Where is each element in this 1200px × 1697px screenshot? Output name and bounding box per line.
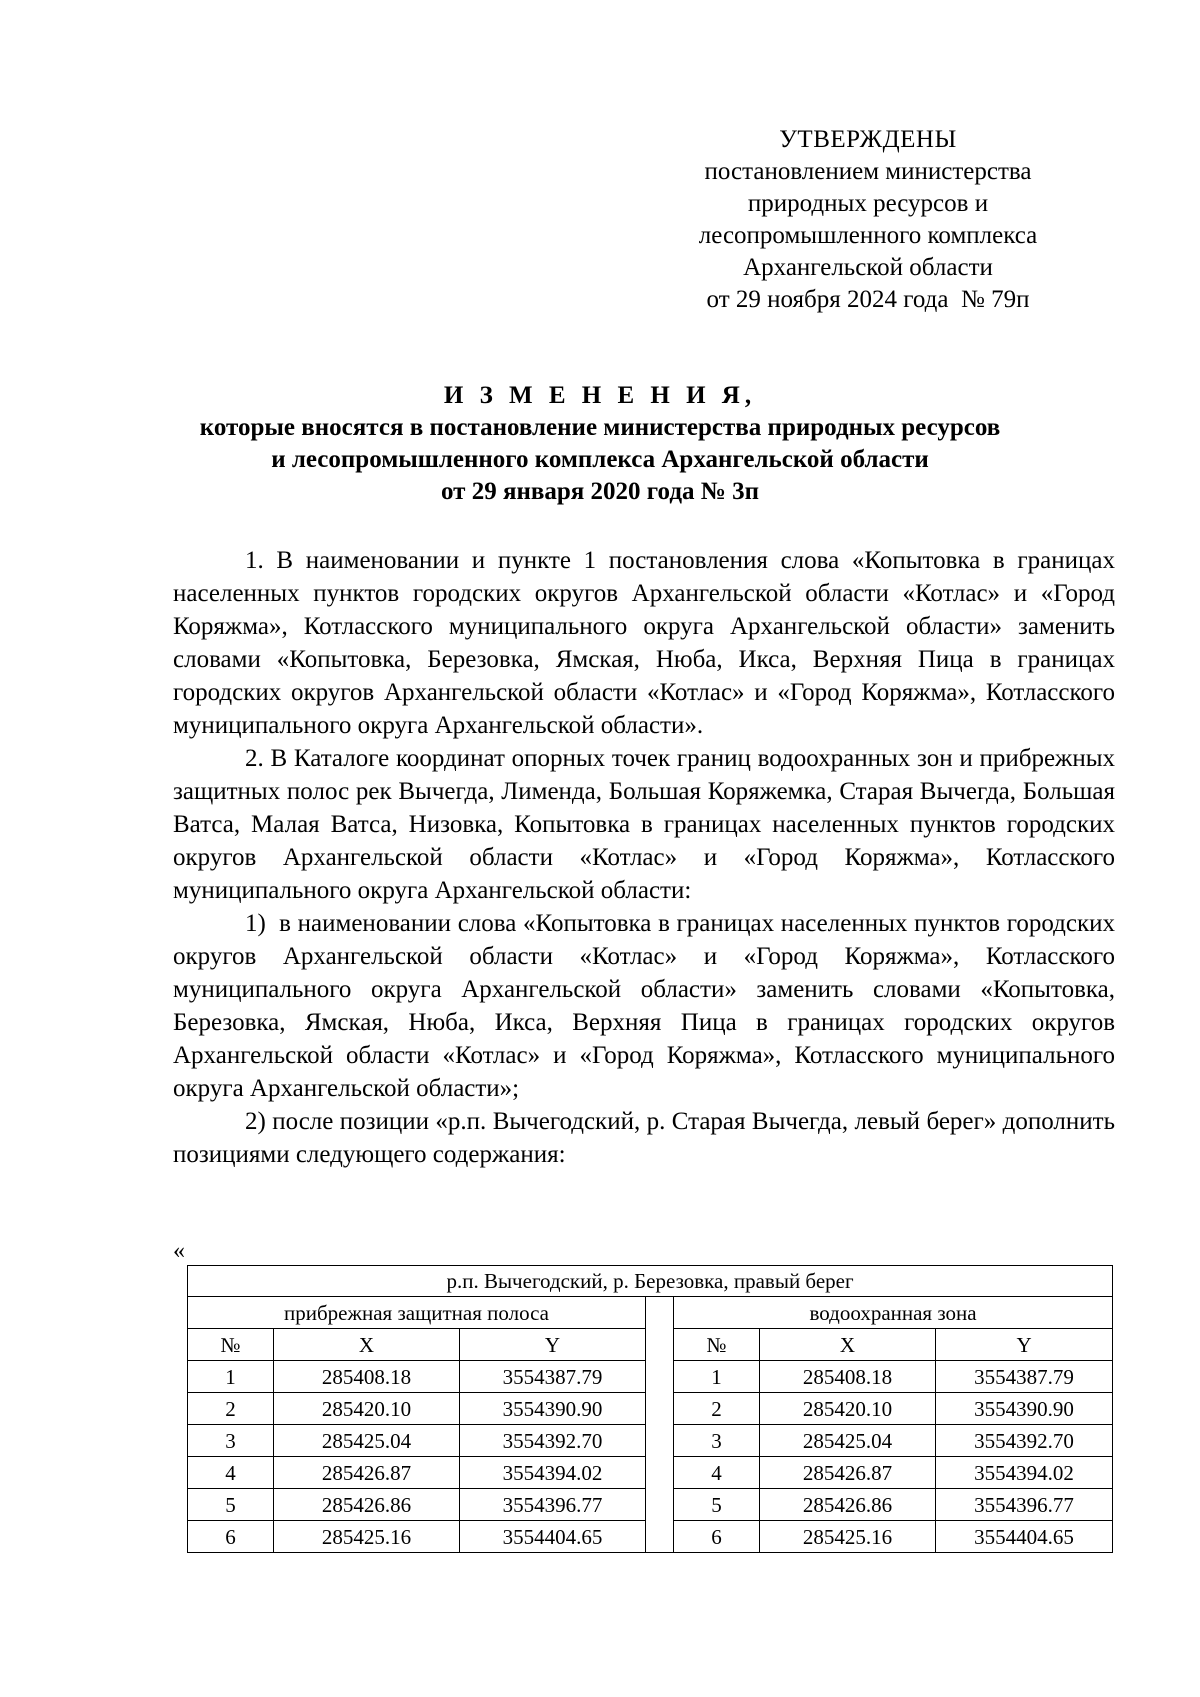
cell-x: 285420.10 <box>274 1393 460 1425</box>
cell-x: 285426.87 <box>274 1457 460 1489</box>
cell-x: 285425.04 <box>760 1425 936 1457</box>
document-body <box>173 544 1122 1171</box>
cell-number: 2 <box>188 1393 274 1425</box>
column-header-x: X <box>760 1329 936 1361</box>
cell-y: 3554404.65 <box>936 1521 1113 1553</box>
cell-x: 285426.86 <box>274 1489 460 1521</box>
cell-x: 285426.87 <box>760 1457 936 1489</box>
cell-y: 3554394.02 <box>936 1457 1113 1489</box>
title-heading: И З М Е Н Е Н И Я, <box>443 382 757 409</box>
cell-y: 3554387.79 <box>460 1361 646 1393</box>
table-title: р.п. Вычегодский, р. Березовка, правый берег <box>188 1266 1113 1297</box>
left-group-header: прибрежная защитная полоса <box>188 1297 646 1329</box>
column-header-number: № <box>674 1329 760 1361</box>
cell-y: 3554394.02 <box>460 1457 646 1489</box>
column-header-number: № <box>188 1329 274 1361</box>
cell-x: 285408.18 <box>274 1361 460 1393</box>
paragraph: 2. В Каталоге координат опорных точек границ водоохранных зон и прибрежных защитных полос рек Вычегда, Лименда, Большая Коряжемка, Старая Вычегда, Большая Ватса, Малая Ватса, Низовка, Копытовка в границах населенных пунктов городских округов Архангельской области «Котлас» и «Город Коряжма», Котласского муниципального округа Архангельской области: <box>173 745 1115 904</box>
cell-y: 3554392.70 <box>460 1425 646 1457</box>
cell-number: 4 <box>188 1457 274 1489</box>
table-group-row <box>188 1297 1113 1329</box>
title-line: которые вносятся в постановление министерства природных ресурсов <box>199 414 1001 441</box>
cell-number: 3 <box>674 1425 760 1457</box>
cell-number: 4 <box>674 1457 760 1489</box>
column-header-y: Y <box>936 1329 1113 1361</box>
cell-y: 3554390.90 <box>460 1393 646 1425</box>
cell-y: 3554396.77 <box>936 1489 1113 1521</box>
approval-line: лесопромышленного комплекса <box>698 222 1038 249</box>
paragraph: 1. В наименовании и пункте 1 постановления слова «Копытовка в границах населенных пунктов городских округов Архангельской области «Котлас» и «Город Коряжма», Котласского муниципального округа Архангельской области» заменить словами «Копытовка, Березовка, Ямская, Нюба, Икса, Верхняя Пица в границах городских округов Архангельской области «Котлас» и «Город Коряжма», Котласского муниципального округа Архангельской области». <box>173 547 1115 739</box>
cell-y: 3554390.90 <box>936 1393 1113 1425</box>
cell-x: 285408.18 <box>760 1361 936 1393</box>
cell-x: 285420.10 <box>760 1393 936 1425</box>
table-title-row <box>188 1266 1113 1297</box>
paragraph: 2) после позиции «р.п. Вычегодский, р. Старая Вычегда, левый берег» дополнить позициями следующего содержания: <box>173 1108 1115 1168</box>
approval-line: природных ресурсов и <box>747 190 989 217</box>
cell-number: 3 <box>188 1425 274 1457</box>
title-line: и лесопромышленного комплекса Архангельской области <box>271 446 929 473</box>
cell-number: 5 <box>188 1489 274 1521</box>
cell-x: 285425.16 <box>274 1521 460 1553</box>
cell-y: 3554387.79 <box>936 1361 1113 1393</box>
cell-x: 285425.04 <box>274 1425 460 1457</box>
opening-quote: « <box>173 1238 185 1264</box>
cell-number: 1 <box>188 1361 274 1393</box>
coordinates-table <box>187 1265 1113 1553</box>
approval-stamp <box>658 124 1078 316</box>
right-group-header: водоохранная зона <box>674 1297 1113 1329</box>
column-header-x: X <box>274 1329 460 1361</box>
cell-y: 3554404.65 <box>460 1521 646 1553</box>
cell-number: 6 <box>188 1521 274 1553</box>
cell-number: 5 <box>674 1489 760 1521</box>
cell-x: 285426.86 <box>760 1489 936 1521</box>
document-title <box>150 380 1050 508</box>
cell-number: 2 <box>674 1393 760 1425</box>
title-line: от 29 января 2020 года № 3п <box>441 478 759 505</box>
paragraph: 1) в наименовании слова «Копытовка в границах населенных пунктов городских округов Архангельской области «Котлас» и «Город Коряжма», Котласского муниципального округа Архангельской области» заменить словами «Копытовка, Березовка, Ямская, Нюба, Икса, Верхняя Пица в границах городских округов Архангельской области «Котлас» и «Город Коряжма», Котласского муниципального округа Архангельской области»; <box>173 910 1122 1102</box>
approval-date-line: от 29 ноября 2024 года № 79п <box>706 286 1030 313</box>
cell-number: 6 <box>674 1521 760 1553</box>
approval-heading: УТВЕРЖДЕНЫ <box>779 126 957 153</box>
cell-y: 3554392.70 <box>936 1425 1113 1457</box>
cell-number: 1 <box>674 1361 760 1393</box>
approval-line: постановлением министерства <box>704 158 1032 185</box>
table-separator-column <box>646 1297 674 1553</box>
approval-line: Архангельской области <box>743 254 993 281</box>
cell-y: 3554396.77 <box>460 1489 646 1521</box>
cell-x: 285425.16 <box>760 1521 936 1553</box>
column-header-y: Y <box>460 1329 646 1361</box>
